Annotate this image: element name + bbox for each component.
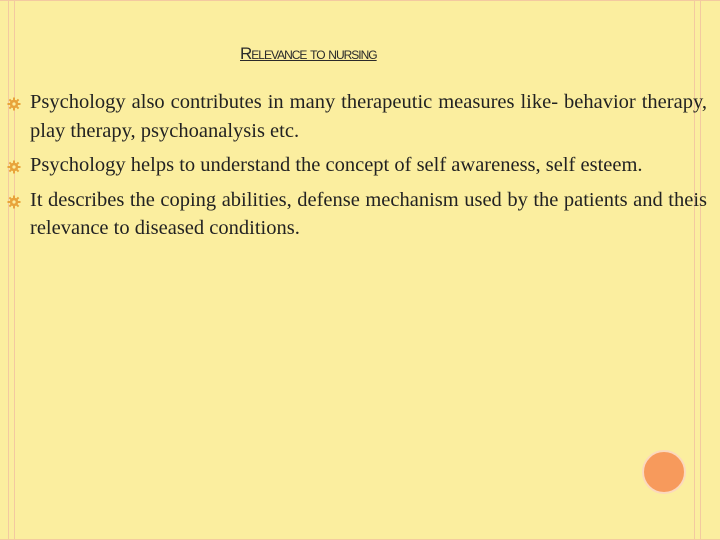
bullet-text: Psychology also contributes in many therapeutic measures like- behavior therapy, play therapy, psychoanalysis etc. <box>30 91 707 142</box>
bullet-text: It describes the coping abilities, defense mechanism used by the patients and theis relevance to diseased conditions. <box>30 188 707 239</box>
decorative-orange-circle <box>642 450 686 494</box>
left-border-line <box>8 0 9 540</box>
bullet-item <box>0 88 720 145</box>
top-border-line <box>0 0 720 1</box>
gear-bullet-icon <box>7 97 21 111</box>
right-border-line <box>694 0 695 540</box>
gear-bullet-icon <box>7 195 21 209</box>
gear-bullet-icon <box>7 160 21 174</box>
left-border-line-inner <box>14 0 15 540</box>
slide-title: Relevance to nursing <box>240 44 377 63</box>
bullet-item <box>0 186 720 243</box>
bullet-item <box>0 151 720 180</box>
right-border-line-inner <box>700 0 701 540</box>
bullet-list <box>0 88 720 249</box>
bullet-text: Psychology helps to understand the concept of self awareness, self esteem. <box>30 154 643 176</box>
